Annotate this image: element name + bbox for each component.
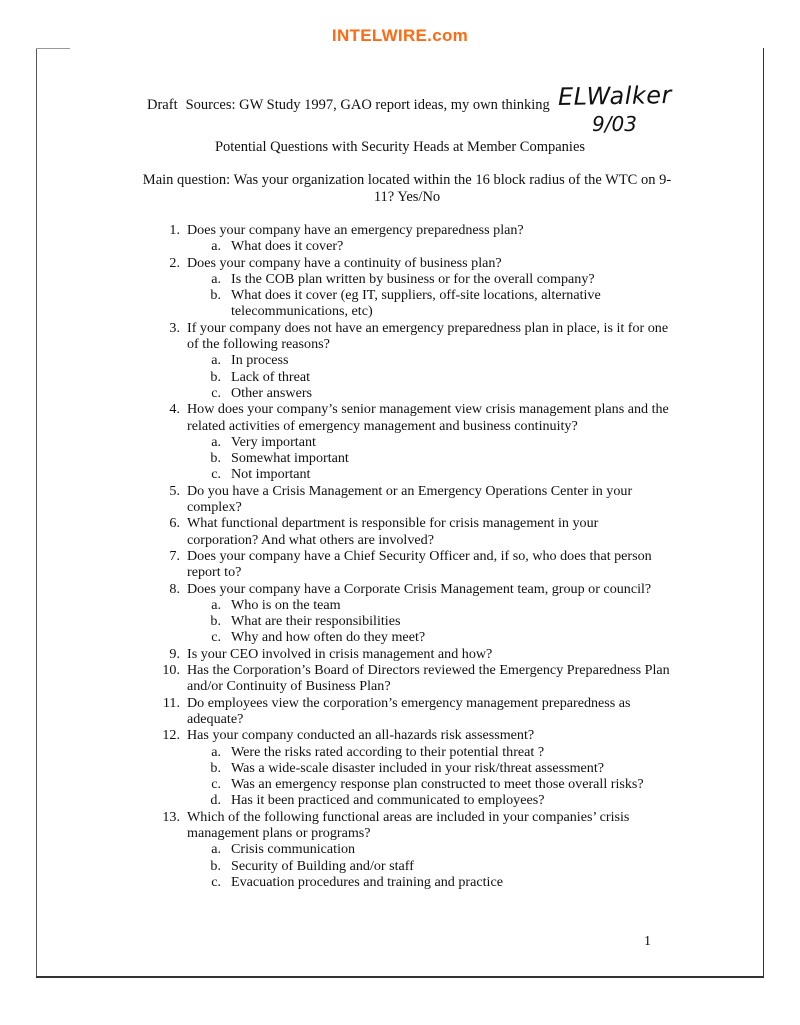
sub-question-letter: c. [211, 466, 221, 483]
sub-question-letter: a. [211, 238, 221, 255]
question-text: If your company does not have an emergency preparedness plan in place, is it for one of the following reasons? [187, 319, 669, 353]
sub-question-letter: b. [210, 368, 221, 385]
question-text: What functional department is responsible for crisis management in your corporation? And what others are involved? [187, 515, 599, 548]
sub-question-item [209, 352, 670, 368]
sub-question-letter: a. [211, 841, 221, 858]
sub-question-item [209, 629, 670, 645]
sub-question-letter: b. [210, 857, 221, 874]
sub-question-item [209, 597, 670, 613]
question-text: Does your company have a continuity of business plan? [187, 254, 502, 271]
sub-question-text: Very important [231, 433, 316, 450]
sub-question-letter: c. [211, 776, 221, 793]
question-text: Do you have a Crisis Management or an Emergency Operations Center in your complex? [187, 482, 633, 516]
question-number: 10. [162, 662, 180, 679]
question-item [160, 515, 670, 548]
sub-question-item [209, 238, 670, 254]
sub-question-letter: a. [211, 352, 221, 369]
sub-question-letter: a. [211, 270, 221, 287]
question-number: 6. [169, 515, 180, 532]
sub-question-item [209, 450, 670, 466]
question-number: 3. [169, 319, 180, 336]
sub-question-list [187, 434, 670, 483]
sub-question-list [187, 841, 670, 890]
sub-question-text: Has it been practiced and communicated to employees? [231, 792, 545, 809]
sub-question-item [209, 744, 670, 760]
page-number: 1 [644, 934, 651, 949]
sub-question-text: Why and how often do they meet? [231, 629, 426, 646]
sub-question-text: Who is on the team [231, 596, 341, 613]
question-number: 2. [169, 254, 180, 271]
sub-question-list [187, 238, 670, 254]
question-text: How does your company’s senior management view crisis management plans and the related activities of emergency management and business continuity? [187, 401, 669, 434]
question-text: Do employees view the corporation’s emergency management preparedness as adequate? [187, 694, 631, 727]
sub-question-item [209, 385, 670, 401]
sub-question-text: What does it cover (eg IT, suppliers, off-site locations, alternative telecommunications, etc) [231, 287, 601, 320]
sub-question-text: What are their responsibilities [231, 613, 401, 630]
question-number: 13. [162, 808, 180, 825]
sub-question-item [209, 466, 670, 482]
sub-question-letter: c. [211, 629, 221, 646]
sources-text: Sources: GW Study 1997, GAO report ideas, my own thinking [185, 97, 550, 113]
question-item [160, 255, 670, 320]
page-border-top [36, 48, 70, 49]
sub-question-text: Not important [231, 466, 311, 483]
question-item [160, 581, 670, 646]
question-item [160, 646, 670, 662]
question-text: Has your company conducted an all-hazards risk assessment? [187, 727, 535, 744]
question-text: Does your company have a Chief Security Officer and, if so, who does that person report to? [187, 547, 652, 581]
sub-question-letter: b. [210, 450, 221, 467]
question-text: Is your CEO involved in crisis management and how? [187, 645, 493, 662]
page-border-left [36, 48, 37, 978]
question-item [160, 727, 670, 808]
question-number: 12. [162, 727, 180, 744]
sub-question-item [209, 858, 670, 874]
handwritten-date: 9/03 [592, 112, 637, 136]
sub-question-item [209, 613, 670, 629]
question-number: 11. [162, 694, 180, 711]
sub-question-item [209, 434, 670, 450]
page-border-bottom [36, 976, 764, 978]
sub-question-text: Lack of threat [231, 368, 311, 385]
sub-question-text: In process [231, 352, 289, 369]
handwritten-name: ELWalker [557, 81, 673, 111]
sub-question-text: Other answers [231, 384, 313, 401]
sub-question-text: Was a wide-scale disaster included in your risk/threat assessment? [231, 759, 605, 776]
question-item [160, 483, 670, 516]
sub-question-letter: a. [211, 743, 221, 760]
sub-question-item [209, 776, 670, 792]
question-number: 9. [169, 645, 180, 662]
question-text: Does your company have a Corporate Crisis Management team, group or council? [187, 580, 652, 597]
sub-question-list [187, 352, 670, 401]
sub-question-text: Security of Building and/or staff [231, 857, 414, 874]
sub-question-item [209, 841, 670, 857]
question-text: Has the Corporation’s Board of Directors reviewed the Emergency Preparedness Plan and/or Continuity of Business Plan? [187, 662, 670, 695]
header-line [147, 97, 550, 114]
sub-question-item [209, 369, 670, 385]
sub-question-list [187, 744, 670, 809]
sub-question-letter: b. [210, 759, 221, 776]
question-number: 4. [169, 401, 180, 418]
document-title: Potential Questions with Security Heads at Member Companies [214, 139, 586, 155]
sub-question-letter: c. [211, 873, 221, 890]
question-number: 7. [169, 547, 180, 564]
sub-question-list [187, 271, 670, 320]
main-question: Main question: Was your organization located within the 16 block radius of the WTC on 9-11? Yes/No [142, 172, 672, 205]
page-border-right [763, 48, 764, 978]
watermark-logo: INTELWIRE.com [331, 26, 469, 45]
sub-question-letter: d. [210, 792, 221, 809]
sub-question-item [209, 874, 670, 890]
question-item [160, 809, 670, 890]
question-item [160, 695, 670, 728]
question-number: 1. [169, 222, 180, 238]
sub-question-text: Is the COB plan written by business or for the overall company? [231, 270, 595, 287]
sub-question-item [209, 792, 670, 808]
question-item [160, 222, 670, 255]
sub-question-text: Crisis communication [231, 841, 356, 858]
sub-question-letter: a. [211, 433, 221, 450]
sub-question-list [187, 597, 670, 646]
question-text: Does your company have an emergency preparedness plan? [187, 222, 524, 238]
sub-question-text: What does it cover? [231, 238, 344, 255]
sub-question-text: Somewhat important [231, 450, 349, 467]
sub-question-text: Was an emergency response plan constructed to meet those overall risks? [231, 776, 644, 793]
question-item [160, 662, 670, 695]
sub-question-item [209, 271, 670, 287]
sub-question-text: Were the risks rated according to their potential threat ? [231, 743, 545, 760]
question-item [160, 548, 670, 581]
question-item [160, 401, 670, 482]
draft-label: Draft [147, 97, 178, 113]
sub-question-letter: b. [210, 287, 221, 304]
question-number: 5. [169, 482, 180, 499]
sub-question-letter: c. [211, 384, 221, 401]
question-number: 8. [169, 580, 180, 597]
question-text: Which of the following functional areas are included in your companies’ crisis management plans or programs? [187, 808, 630, 841]
question-item [160, 320, 670, 401]
sub-question-item [209, 760, 670, 776]
sub-question-letter: b. [210, 613, 221, 630]
sub-question-text: Evacuation procedures and training and practice [231, 873, 503, 890]
sub-question-item [209, 287, 670, 320]
sub-question-letter: a. [211, 596, 221, 613]
question-list [160, 222, 670, 890]
